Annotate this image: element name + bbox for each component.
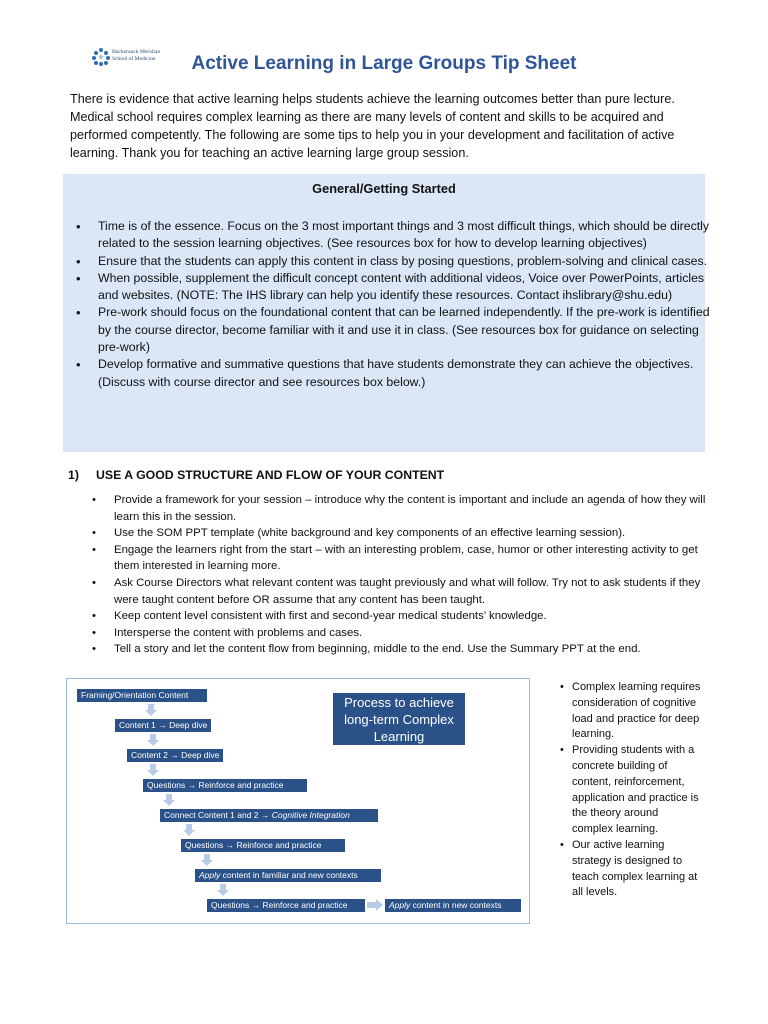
section-1-list — [114, 492, 714, 658]
down-arrow-icon — [163, 794, 175, 806]
diagram-step-8: Questions → Reinforce and practice — [207, 899, 365, 912]
logo-line-2: School of Medicine — [112, 56, 156, 62]
section-1-item-4: • Ask Course Directors what relevant content was taught previously and what will follow. Try not to ask students if they were taught content before OR assume that any content has been taught. — [114, 575, 714, 608]
diagram-step-6: Questions → Reinforce and practice — [181, 839, 345, 852]
diagram-step-3: Content 2 → Deep dive — [127, 749, 223, 762]
diagram-step-5: Connect Content 1 and 2 → Cognitive Integration — [160, 809, 378, 822]
down-arrow-icon — [183, 824, 195, 836]
down-arrow-icon — [147, 764, 159, 776]
side-note-2: • Providing students with a concrete building of content, reinforcement, application and practice is the theory around complex learning. — [572, 743, 702, 838]
general-item-4: • Pre-work should focus on the foundational content that can be learned independently. If the pre-work is identified by the course director, become familiar with it and use it in class. (See resources box for guidance on selecting pre-work) — [98, 304, 718, 356]
general-heading: General/Getting Started — [312, 181, 456, 196]
diagram-title: Process to achieve long-term Complex Learning — [333, 693, 465, 745]
complex-learning-diagram — [66, 678, 530, 924]
general-item-5: • Develop formative and summative questions that have students demonstrate they can achieve the objectives. (Discuss with course director and see resources box below.) — [98, 356, 718, 391]
section-1-item-1: • Provide a framework for your session – introduce why the content is important and include an agenda of how they will learn this in the session. — [114, 492, 714, 525]
down-arrow-icon — [217, 884, 229, 896]
logo-line-1: Hackensack Meridian — [112, 49, 161, 55]
intro-paragraph: There is evidence that active learning helps students achieve the learning outcomes better than pure lecture. Medical school requires complex learning as there are many levels of content and skills to be acquired and performed competently. The following are some tips to help you in your development and facilitation of active learning. Thank you for teaching an active learning large group session. — [70, 92, 675, 160]
down-arrow-icon — [147, 734, 159, 746]
page-title: Active Learning in Large Groups Tip Sheet — [191, 53, 577, 74]
section-1-heading — [68, 468, 444, 482]
right-arrow-icon — [367, 899, 383, 911]
diagram-step-2: Content 1 → Deep dive — [115, 719, 211, 732]
general-getting-started-box — [63, 174, 710, 452]
down-arrow-icon — [145, 704, 157, 716]
section-1-title: USE A GOOD STRUCTURE AND FLOW OF YOUR CONTENT — [96, 468, 445, 482]
diagram-step-9: Apply content in new contexts — [385, 899, 521, 912]
diagram-step-7: Apply content in familiar and new contexts — [195, 869, 381, 882]
section-1-item-6: • Intersperse the content with problems and cases. — [114, 625, 714, 642]
diagram-step-1: Framing/Orientation Content — [77, 689, 207, 702]
general-item-2: • Ensure that the students can apply this content in class by posing questions, problem-solving and clinical cases. — [98, 253, 718, 270]
general-item-3: • When possible, supplement the difficult concept content with additional videos, Voice over PowerPoints, articles and websites. (NOTE: The IHS library can help you identify these resources. Contact ihslibrary@shu.edu) — [98, 270, 718, 305]
side-note-3: • Our active learning strategy is designed to teach complex learning at all levels. — [572, 838, 702, 901]
diagram-step-4: Questions → Reinforce and practice — [143, 779, 307, 792]
general-item-1: • Time is of the essence. Focus on the 3 most important things and 3 most difficult things, which should be directly related to the session learning objectives. (See resources box for how to develop learning objectives) — [98, 218, 718, 253]
section-1-item-2: • Use the SOM PPT template (white background and key components of an effective learning session). — [114, 525, 714, 542]
general-list — [63, 218, 718, 391]
section-1-item-5: • Keep content level consistent with first and second-year medical students’ knowledge. — [114, 608, 714, 625]
side-note-1: • Complex learning requires consideration of cognitive load and practice for deep learning. — [572, 680, 702, 743]
section-1-number: 1) — [68, 468, 79, 482]
side-notes-list — [572, 680, 702, 901]
section-1-item-3: • Engage the learners right from the start – with an interesting problem, case, humor or other interesting activity to get them interested in learning more. — [114, 542, 714, 575]
section-1-item-7: • Tell a story and let the content flow from beginning, middle to the end. Use the Summary PPT at the end. — [114, 641, 714, 658]
down-arrow-icon — [201, 854, 213, 866]
